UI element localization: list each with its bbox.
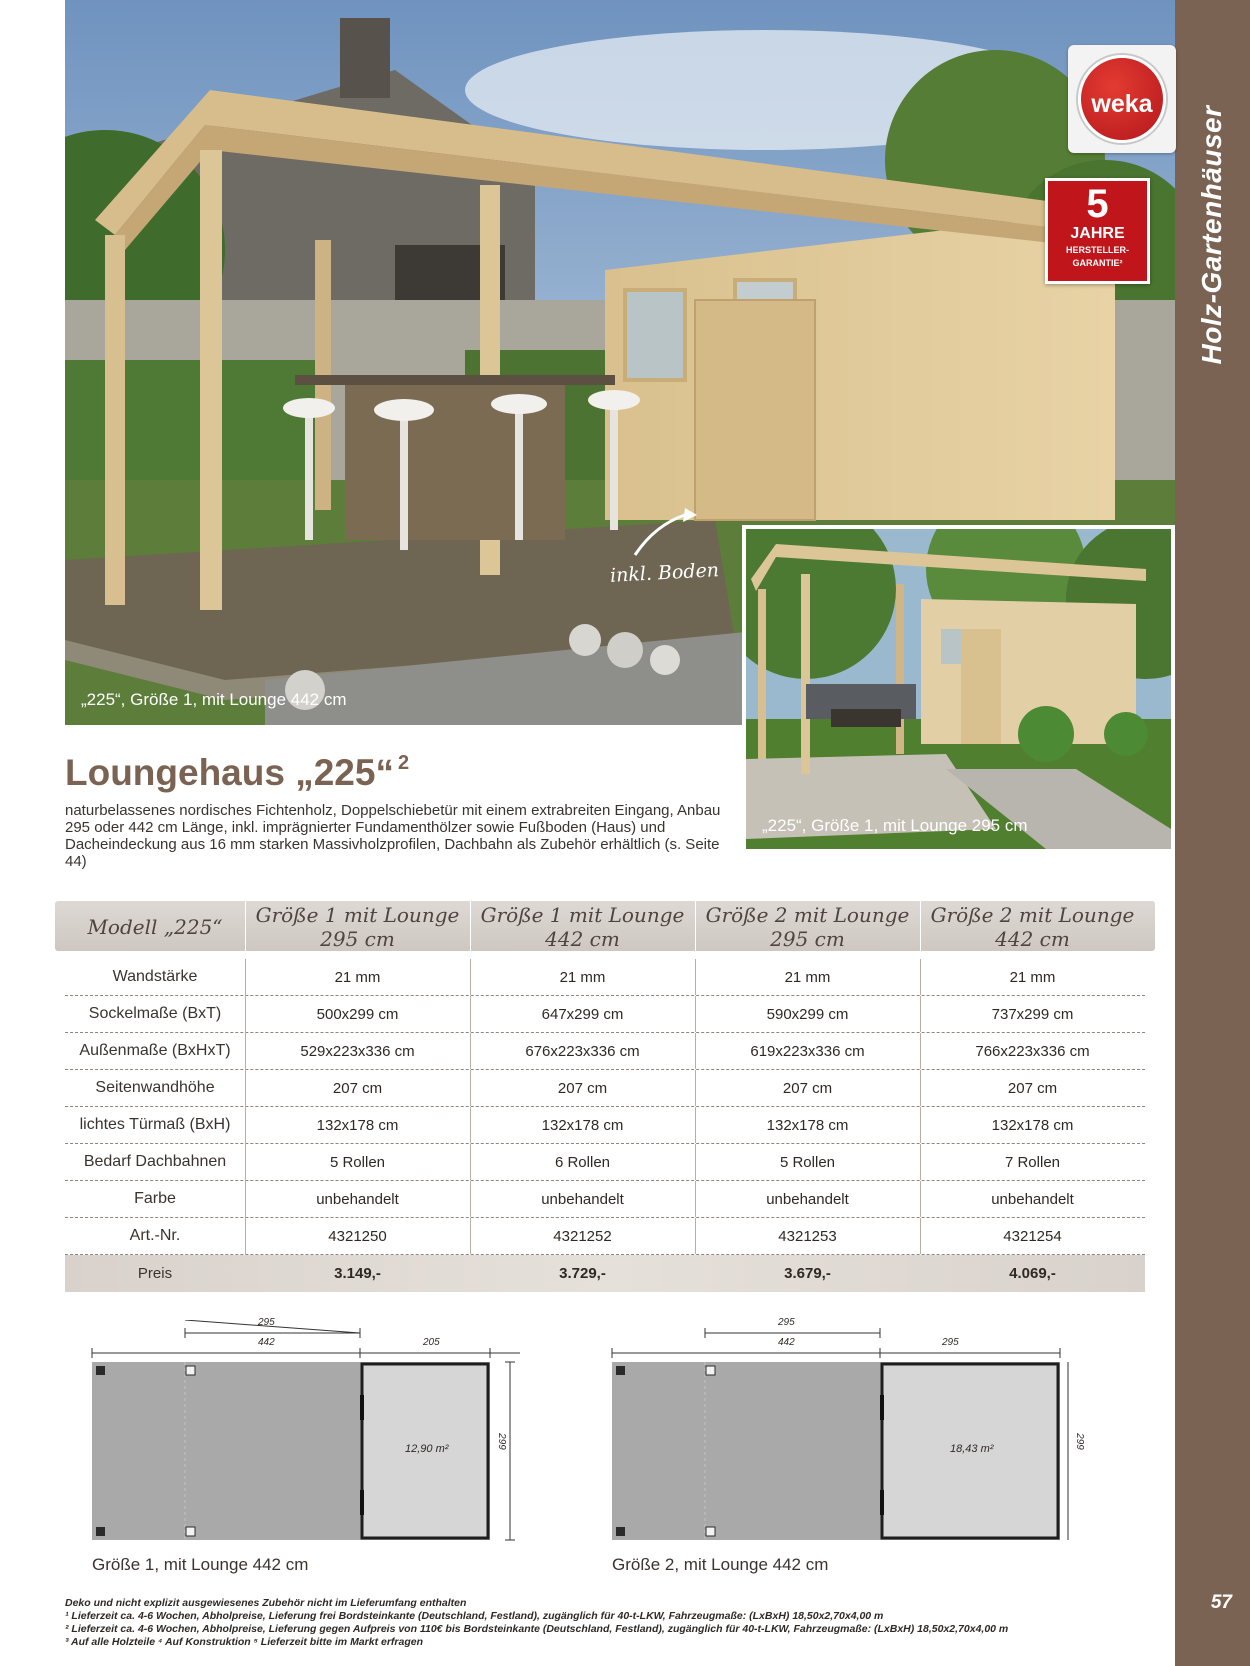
inset-caption: „225“, Größe 1, mit Lounge 295 cm: [762, 816, 1028, 835]
price-label: Preis: [137, 1264, 173, 1282]
plan2-dim-lounge: 442: [778, 1337, 795, 1348]
row-value: 132x178 cm: [541, 1116, 624, 1134]
row-value: 4321254: [1003, 1227, 1062, 1245]
plan1-caption: Größe 1, mit Lounge 442 cm: [92, 1555, 309, 1574]
table-row: [65, 1033, 1145, 1070]
spec-table-header: [65, 895, 1145, 959]
plan1-dim-lounge: 442: [258, 1337, 275, 1348]
table-row: [65, 1107, 1145, 1144]
row-value: 737x299 cm: [991, 1005, 1074, 1023]
inset-photo: [742, 525, 1175, 853]
row-value: 207 cm: [782, 1079, 833, 1097]
row-value: 21 mm: [559, 968, 606, 986]
sidebar: [1175, 0, 1250, 1666]
page-number: 57: [1210, 1592, 1232, 1613]
row-value: unbehandelt: [766, 1190, 849, 1208]
plan1-dim-house: 205: [423, 1337, 440, 1348]
price-value: 4.069,-: [1009, 1264, 1056, 1282]
badge-small-line1: HERSTELLER-: [1066, 245, 1129, 255]
inset-illustration: [746, 529, 1171, 849]
row-value: 5 Rollen: [779, 1153, 836, 1171]
plan2-dim-house: 295: [942, 1337, 959, 1348]
badge-number: 5: [1086, 182, 1109, 226]
row-label: Wandstärke: [112, 968, 198, 985]
row-value: 21 mm: [1009, 968, 1056, 986]
row-value: 132x178 cm: [991, 1116, 1074, 1134]
floor-plan-2: [610, 1320, 1070, 1545]
table-row: [65, 959, 1145, 996]
row-value: 766x223x336 cm: [975, 1042, 1090, 1060]
header-col-2: Größe 1 mit Lounge 442 cm: [480, 903, 685, 951]
row-value: 6 Rollen: [554, 1153, 611, 1171]
row-value: 21 mm: [784, 968, 831, 986]
row-value: 647x299 cm: [541, 1005, 624, 1023]
row-value: 132x178 cm: [766, 1116, 849, 1134]
footnote-line: ³ Auf alle Holzteile ⁴ Auf Konstruktion ⁵ Lieferzeit bitte im Markt erfragen: [65, 1636, 424, 1648]
plan1-dim-top: 295: [258, 1317, 275, 1328]
product-description: naturbelassenes nordisches Fichtenholz, Doppelschiebetür mit einem extrabreiten Eingang, Anbau 295 oder 442 cm Länge, inkl. imprägnierter Fundamenthölzer sowie Fußboden (Haus) und Dacheindeckung aus 16 mm starken Massivholzprofilen, Dachbahn als Zubehör erhältlich (s. Seite 44): [65, 802, 721, 870]
row-value: 207 cm: [557, 1079, 608, 1097]
table-row: [65, 1070, 1145, 1107]
row-value: 132x178 cm: [316, 1116, 399, 1134]
row-value: 5 Rollen: [329, 1153, 386, 1171]
row-value: 4321252: [553, 1227, 612, 1245]
row-label: Sockelmaße (BxT): [88, 1005, 222, 1022]
badge-word: JAHRE: [1070, 225, 1125, 242]
floor-included-note: inkl. Boden: [609, 559, 720, 587]
table-row: [65, 1144, 1145, 1181]
spec-table: [65, 895, 1145, 1292]
header-col-3: Größe 2 mit Lounge 295 cm: [705, 903, 910, 951]
product-title-text: Loungehaus „225“: [65, 752, 394, 793]
footnotes: [65, 1597, 1065, 1649]
price-row: [65, 1255, 1145, 1292]
row-value: 207 cm: [332, 1079, 383, 1097]
weka-logo: [1068, 45, 1176, 153]
header-col-4: Größe 2 mit Lounge 442 cm: [930, 903, 1135, 951]
logo-text: weka: [1091, 90, 1153, 118]
product-title-footnote: 2: [397, 752, 410, 774]
footnote-line: ² Lieferzeit ca. 4-6 Wochen, Abholpreise, Lieferung gegen Aufpreis von 110€ bis Bordsteinkante (Deutschland, Festland), zugänglich für 40-t-LKW, Fahrzeugmaße: (LxBxH) 18,50x2,70x4,00 m: [65, 1623, 1009, 1635]
row-value: unbehandelt: [991, 1190, 1074, 1208]
row-label: Seitenwandhöhe: [95, 1079, 215, 1096]
row-label: Bedarf Dachbahnen: [83, 1153, 227, 1170]
price-value: 3.729,-: [559, 1264, 606, 1282]
row-value: 7 Rollen: [1004, 1153, 1061, 1171]
guarantee-badge: [1045, 178, 1150, 284]
row-label: Außenmaße (BxHxT): [79, 1042, 231, 1059]
header-col-1: Größe 1 mit Lounge 295 cm: [255, 903, 460, 951]
table-row: [65, 1181, 1145, 1218]
row-label: Farbe: [134, 1190, 176, 1207]
plan1-dim-depth: 299: [495, 1433, 507, 1450]
footnote-line: Deko und nicht explizit ausgewiesenes Zubehör nicht im Lieferumfang enthalten: [65, 1597, 467, 1609]
logo-disc: [1078, 55, 1166, 143]
row-value: 207 cm: [1007, 1079, 1058, 1097]
row-label: lichtes Türmaß (BxH): [79, 1116, 231, 1133]
plan1-area: 12,90 m²: [405, 1443, 449, 1455]
plan2-dim-top: 295: [778, 1317, 795, 1328]
plan2-dim-depth: 299: [1073, 1433, 1085, 1450]
plan2-area: 18,43 m²: [950, 1443, 994, 1455]
floor-plan-1: [90, 1320, 520, 1545]
row-value: 619x223x336 cm: [750, 1042, 865, 1060]
header-model: Modell „225“: [87, 915, 223, 939]
plan2-caption: Größe 2, mit Lounge 442 cm: [612, 1555, 829, 1574]
footnote-line: ¹ Lieferzeit ca. 4-6 Wochen, Abholpreise, Lieferung frei Bordsteinkante (Deutschland, Festland), zugänglich für 40-t-LKW, Fahrzeugmaße: (LxBxH) 18,50x2,70x4,00 m: [65, 1610, 884, 1622]
row-value: unbehandelt: [541, 1190, 624, 1208]
row-value: 21 mm: [334, 968, 381, 986]
row-value: 4321250: [328, 1227, 387, 1245]
hero-caption: „225“, Größe 1, mit Lounge 442 cm: [81, 690, 347, 709]
price-value: 3.679,-: [784, 1264, 831, 1282]
product-title: [65, 752, 409, 794]
sidebar-title: Holz-Gartenhäuser: [1196, 105, 1227, 365]
table-row: [65, 1218, 1145, 1255]
badge-small-line2: GARANTIE²: [1072, 258, 1123, 268]
price-value: 3.149,-: [334, 1264, 381, 1282]
row-value: 590x299 cm: [766, 1005, 849, 1023]
table-row: [65, 996, 1145, 1033]
row-label: Art.-Nr.: [129, 1227, 181, 1244]
row-value: 529x223x336 cm: [300, 1042, 415, 1060]
row-value: 676x223x336 cm: [525, 1042, 640, 1060]
row-value: 4321253: [778, 1227, 837, 1245]
row-value: 500x299 cm: [316, 1005, 399, 1023]
row-value: unbehandelt: [316, 1190, 399, 1208]
